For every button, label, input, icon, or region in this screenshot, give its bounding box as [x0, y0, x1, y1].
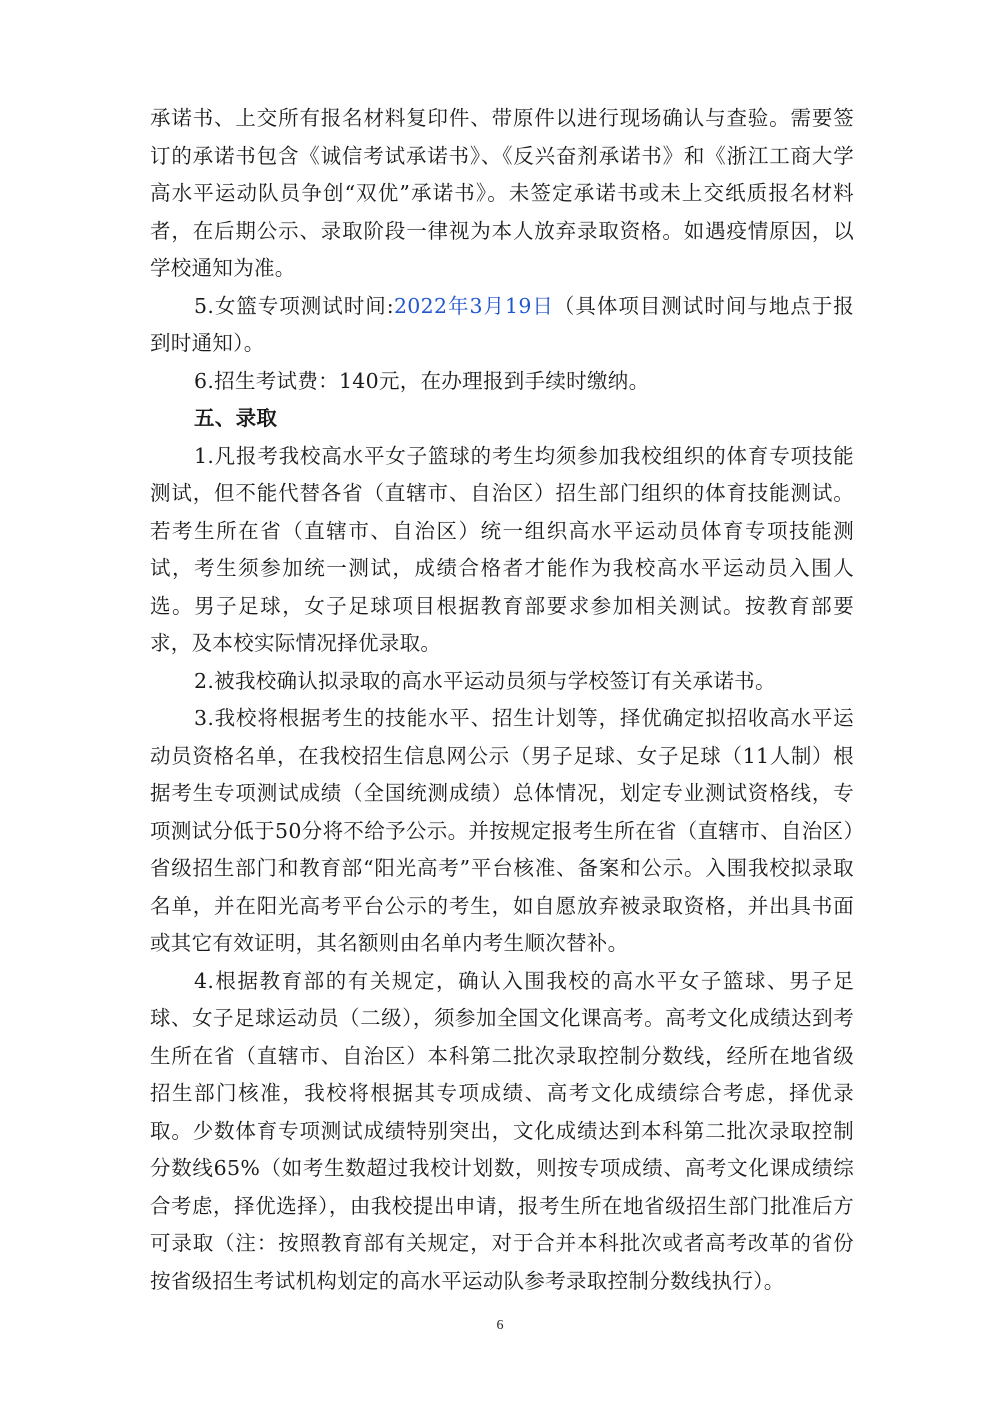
paragraph-commitment-continued: 承诺书、上交所有报名材料复印件、带原件以进行现场确认与查验。需要签订的承诺书包含《诚信考试承诺书》、《反兴奋剂承诺书》和《浙江工商大学高水平运动队员争创“双优”承诺书》。未签定承诺书或未上交纸质报名材料者，在后期公示、录取阶段一律视为本人放弃录取资格。如遇疫情原因，以学校通知为准。 — [150, 106, 854, 280]
test-time-label: 5.女篮专项测试时间: — [194, 293, 394, 318]
paragraph-test-time — [150, 288, 854, 363]
section-heading-admission: 五、录取 — [194, 406, 278, 430]
paragraph-admission-3: 3.我校将根据考生的技能水平、招生计划等，择优确定拟招收高水平运动员资格名单，在我校招生信息网公示（男子足球、女子足球（11人制）根据考生专项测试成绩（全国统测成绩）总体情况，划定专业测试资格线，专项测试分低于50分将不给予公示。并按规定报考生所在省（直辖市、自治区）省级招生部门和教育部“阳光高考”平台核准、备案和公示。入围我校拟录取名单，并在阳光高考平台公示的考生，如自愿放弃被录取资格，并出具书面或其它有效证明，其名额则由名单内考生顺次替补。 — [150, 706, 854, 955]
paragraph-exam-fee: 6.招生考试费：140元，在办理报到手续时缴纳。 — [194, 368, 650, 393]
paragraph-admission-4: 4.根据教育部的有关规定，确认入围我校的高水平女子篮球、男子足球、女子足球运动员（二级），须参加全国文化课高考。高考文化成绩达到考生所在省（直辖市、自治区）本科第二批次录取控制分数线，经所在地省级招生部门核准，我校将根据其专项成绩、高考文化成绩综合考虑，择优录取。少数体育专项测试成绩特别突出，文化成绩达到本科第二批次录取控制分数线65%（如考生数超过我校计划数，则按专项成绩、高考文化课成绩综合考虑，择优选择），由我校提出申请，报考生所在地省级招生部门批准后方可录取（注：按照教育部有关规定，对于合并本科批次或者高考改革的省份按省级招生考试机构划定的高水平运动队参考录取控制分数线执行）。 — [150, 968, 854, 1293]
document-body — [150, 100, 854, 1300]
page-number: 6 — [496, 1318, 504, 1333]
paragraph-admission-1: 1.凡报考我校高水平女子篮球的考生均须参加我校组织的体育专项技能测试，但不能代替各省（直辖市、自治区）招生部门组织的体育技能测试。若考生所在省（直辖市、自治区）统一组织高水平运动员体育专项技能测试，考生须参加统一测试，成绩合格者才能作为我校高水平运动员入围人选。男子足球，女子足球项目根据教育部要求参加相关测试。按教育部要求，及本校实际情况择优录取。 — [150, 443, 854, 655]
test-date: 2022年3月19日 — [393, 293, 554, 318]
paragraph-admission-2: 2.被我校确认拟录取的高水平运动员须与学校签订有关承诺书。 — [194, 668, 776, 693]
test-time-note: （具体项目测试时间与地点于报到时通知）。 — [150, 293, 854, 355]
